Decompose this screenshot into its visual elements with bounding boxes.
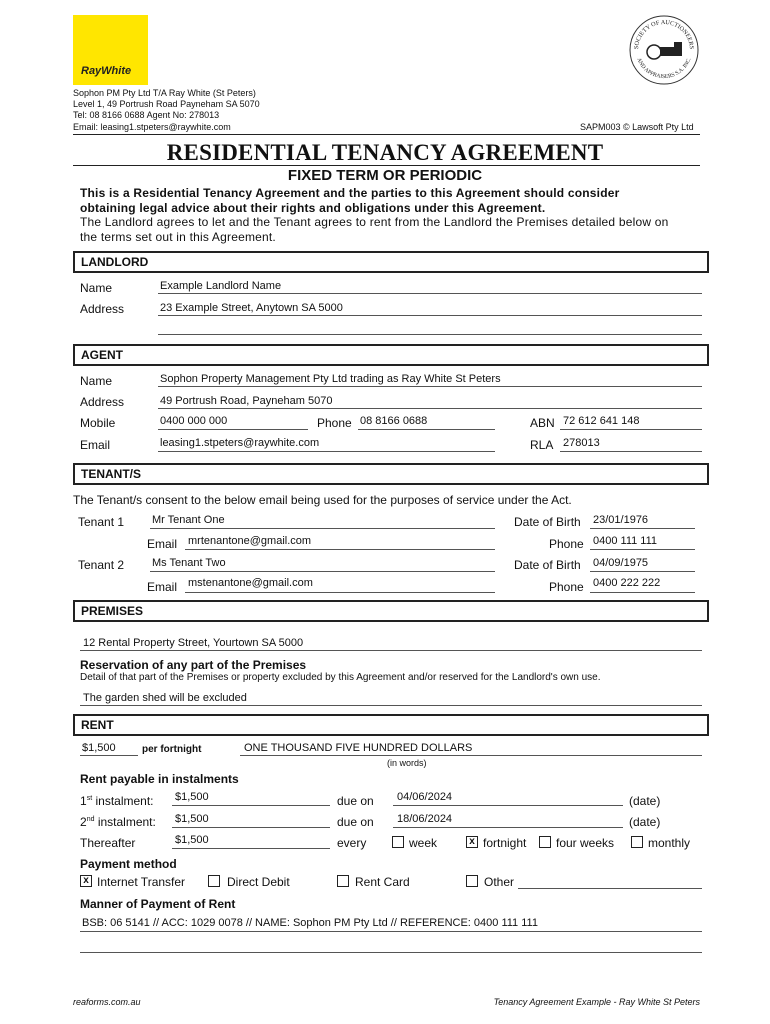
frequency-four-weeks-checkbox[interactable] [539,836,551,848]
tenant1-dob-label: Date of Birth [514,515,581,529]
footer-right: Tenancy Agreement Example - Ray White St Peters [493,997,700,1007]
rent-period: per fortnight [142,744,202,755]
landlord-name-label: Name [80,281,113,295]
payment-other-line [518,888,702,889]
second-due-value[interactable]: 18/06/2024 [397,813,453,825]
agency-line-4: Email: leasing1.stpeters@raywhite.com [73,121,231,132]
reservation-description: Detail of that part of the Premises or property excluded by this Agreement and/or reserved for the Landlord's own use. [80,672,601,683]
landlord-address-line [158,315,702,316]
landlord-address-label: Address [80,302,125,316]
frequency-week-label: week [409,836,438,850]
first-instalment-num: 1 [80,794,87,808]
second-instalment-num: 2 [80,815,87,829]
tenant2-dob-label: Date of Birth [514,558,581,572]
first-due-label: due on [337,794,374,808]
agent-address-line [158,408,702,409]
first-instalment-suffix: st [86,795,93,802]
manner-line-2 [80,952,702,953]
payment-other-checkbox[interactable] [466,875,478,887]
footer-left: reaforms.com.au [73,997,141,1007]
tenant2-dob-value[interactable]: 04/09/1975 [593,557,649,569]
tenant-consent-text: The Tenant/s consent to the below email being used for the purposes of service under the Act. [73,493,572,507]
agent-name-value[interactable]: Sophon Property Management Pty Ltd trading as Ray White St Peters [160,373,501,385]
agent-name-line [158,386,702,387]
second-instalment-amount-line [172,827,330,828]
agent-email-label: Email [80,438,111,452]
raywhite-logo [73,15,148,85]
intro-normal-1: The Landlord agrees to let and the Tenant agrees to rent from the Landlord the Premises detailed below on [80,215,669,229]
tenant1-label: Tenant 1 [78,515,125,529]
tenant1-email-label: Email [147,537,178,551]
form-code: SAPM003 © Lawsoft Pty Ltd [580,122,694,132]
section-premises: PREMISES [73,600,709,622]
first-date-label: (date) [629,794,661,808]
second-instalment-suffix: nd [86,816,95,823]
thereafter-amount[interactable]: $1,500 [175,834,209,846]
intro-bold-1: This is a Residential Tenancy Agreement and the parties to this Agreement should consider [80,186,620,200]
first-due-line [393,805,623,806]
agent-abn-value[interactable]: 72 612 641 148 [563,415,640,427]
agent-email-line [158,451,495,452]
agent-rla-label: RLA [530,438,554,452]
second-instalment-label [80,815,156,829]
seal-text-bottom: AND APPRAISERS S.A. INC. [635,57,693,81]
second-instalment-text: instalment: [94,815,156,829]
tenant1-email-value[interactable]: mrtenantone@gmail.com [188,535,312,547]
tenant2-email-line [185,592,495,593]
tenant2-dob-line [590,571,695,572]
rent-amount-value[interactable]: $1,500 [82,742,116,754]
agent-phone-label: Phone [317,416,352,430]
reservation-value[interactable]: The garden shed will be excluded [83,692,247,704]
agent-email-value[interactable]: leasing1.stpeters@raywhite.com [160,437,320,449]
second-due-line [393,827,623,828]
tenant2-phone-line [590,592,695,593]
tenant1-dob-line [590,528,695,529]
payment-internet-label: Internet Transfer [97,875,186,889]
tenant1-email-line [185,549,495,550]
seal-text-top: SOCIETY OF AUCTIONEERS [632,18,696,50]
payment-rent-card-label: Rent Card [355,875,410,889]
first-instalment-amount[interactable]: $1,500 [175,791,209,803]
rent-amount-line [80,755,138,756]
tenant1-phone-value[interactable]: 0400 111 111 [593,535,658,547]
payment-internet-checkbox[interactable]: x [80,875,92,887]
tenant2-email-label: Email [147,580,178,594]
section-agent: AGENT [73,344,709,366]
payment-other-label: Other [484,875,515,889]
manner-line [80,931,702,932]
society-seal-icon [628,14,700,86]
agent-address-value[interactable]: 49 Portrush Road, Payneham 5070 [160,395,333,407]
agency-details [73,88,260,133]
agent-abn-line [560,429,702,430]
agent-rla-value[interactable]: 278013 [563,437,600,449]
rent-words-line [240,755,702,756]
document-title: RESIDENTIAL TENANCY AGREEMENT [166,140,604,165]
tenant1-phone-line [590,549,695,550]
second-date-label: (date) [629,815,661,829]
payment-direct-debit-label: Direct Debit [227,875,290,889]
tenant2-name-line [150,571,495,572]
svg-text:AND APPRAISERS S.A. INC. [635,57,692,80]
first-instalment-amount-line [172,805,330,806]
tenant1-name-line [150,528,495,529]
thereafter-amount-line [172,848,330,849]
first-due-value[interactable]: 04/06/2024 [397,791,453,803]
second-due-label: due on [337,815,374,829]
rent-in-words-caption: (in words) [387,758,427,768]
every-label: every [337,836,367,850]
agent-rla-line [560,451,702,452]
landlord-address-value[interactable]: 23 Example Street, Anytown SA 5000 [160,302,343,314]
section-rent: RENT [73,714,709,736]
agency-line-1: Sophon PM Pty Ltd T/A Ray White (St Peters) [73,88,256,98]
frequency-fortnight-label: fortnight [483,836,527,850]
premises-address-value[interactable]: 12 Rental Property Street, Yourtown SA 5000 [83,637,304,649]
first-instalment-label [80,794,154,808]
intro-bold-2: obtaining legal advice about their rights and obligations under this Agreement. [80,200,546,215]
agent-mobile-value[interactable]: 0400 000 000 [160,415,228,427]
agent-name-label: Name [80,374,113,388]
tenant2-phone-value[interactable]: 0400 222 222 [593,577,661,589]
intro-normal-2: the terms set out in this Agreement. [80,229,276,244]
reservation-line [80,705,702,706]
manner-value[interactable]: BSB: 06 5141 // ACC: 1029 0078 // NAME: Sophon PM Pty Ltd // REFERENCE: 0400 111 111 [82,917,538,929]
header-rule [73,134,700,135]
intro-text [80,186,710,244]
tenant1-phone-label: Phone [549,537,584,551]
tenant2-name-value[interactable]: Ms Tenant Two [152,557,226,569]
payment-direct-debit-checkbox[interactable] [208,875,220,887]
tenant2-email-value[interactable]: mstenantone@gmail.com [188,577,313,589]
frequency-week-checkbox[interactable] [392,836,404,848]
instalments-heading: Rent payable in instalments [80,772,239,786]
payment-method-heading: Payment method [80,857,177,871]
section-tenants: TENANT/S [73,463,709,485]
agent-mobile-line [158,429,308,430]
agent-mobile-label: Mobile [80,416,116,430]
first-instalment-text: instalment: [92,794,154,808]
frequency-four-weeks-label: four weeks [556,836,615,850]
rent-words-value[interactable]: ONE THOUSAND FIVE HUNDRED DOLLARS [244,742,473,754]
second-instalment-amount[interactable]: $1,500 [175,813,209,825]
tenant2-label: Tenant 2 [78,558,125,572]
title-rule [73,165,700,166]
manner-heading: Manner of Payment of Rent [80,897,236,911]
premises-address-line [80,650,702,651]
tenant1-name-value[interactable]: Mr Tenant One [152,514,225,526]
agency-line-2: Level 1, 49 Portrush Road Payneham SA 5070 [73,99,260,110]
agent-abn-label: ABN [530,416,555,430]
brand-name: RayWhite [81,65,132,77]
reservation-heading: Reservation of any part of the Premises [80,658,307,672]
landlord-name-value[interactable]: Example Landlord Name [160,280,282,292]
frequency-fortnight-checkbox[interactable]: x [466,836,478,848]
payment-rent-card-checkbox[interactable] [337,875,349,887]
agent-phone-line [358,429,495,430]
landlord-address-line-2 [158,334,702,335]
frequency-monthly-checkbox[interactable] [631,836,643,848]
landlord-name-line [158,293,702,294]
tenant2-phone-label: Phone [549,580,584,594]
section-landlord: LANDLORD [73,251,709,273]
agency-line-3: Tel: 08 8166 0688 Agent No: 278013 [73,110,220,121]
tenant1-dob-value[interactable]: 23/01/1976 [593,514,649,526]
agent-phone-value[interactable]: 08 8166 0688 [360,415,428,427]
thereafter-label: Thereafter [80,836,136,850]
agent-address-label: Address [80,395,125,409]
frequency-monthly-label: monthly [648,836,691,850]
document-subtitle: FIXED TERM OR PERIODIC [287,167,483,184]
